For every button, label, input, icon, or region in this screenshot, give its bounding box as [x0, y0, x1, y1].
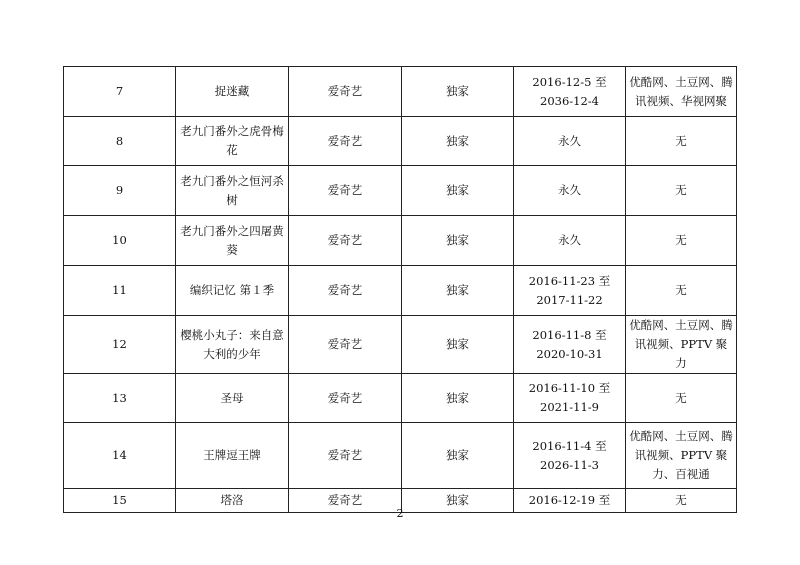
period-cell — [514, 316, 626, 374]
row-number: 15 — [64, 489, 176, 513]
license-table — [63, 66, 737, 513]
other-platforms-cell: 无 — [626, 216, 737, 266]
title-cell: 捉迷藏 — [176, 67, 289, 117]
row-number: 11 — [64, 266, 176, 316]
period-start: 2016-11-4 至 — [532, 438, 607, 453]
period-end: 2021-11-9 — [540, 400, 599, 414]
period-start: 2016-11-10 至 — [528, 381, 611, 395]
table-row — [64, 423, 737, 489]
row-number: 8 — [64, 117, 176, 166]
row-number: 13 — [64, 374, 176, 423]
period-end: 2036-12-4 — [540, 93, 599, 108]
page-number: 2 — [396, 507, 404, 520]
other-platforms-cell: 优酷网、土豆网、腾讯视频、华视网聚 — [626, 67, 737, 117]
period-end: 2017-11-22 — [536, 292, 603, 307]
platform-cell: 爱奇艺 — [289, 67, 402, 117]
other-platforms-cell: 无 — [626, 266, 737, 316]
table-row — [64, 216, 737, 266]
period-cell — [514, 266, 626, 316]
period-cell — [514, 374, 626, 423]
period-end: 2020-10-31 — [536, 346, 603, 361]
table-row — [64, 374, 737, 423]
period-start: 2016-11-8 至 — [532, 327, 607, 342]
platform-cell: 爱奇艺 — [289, 216, 402, 266]
platform-cell: 爱奇艺 — [289, 166, 402, 216]
period-cell — [514, 67, 626, 117]
title-cell: 樱桃小丸子：来自意大利的少年 — [176, 316, 289, 374]
table-row — [64, 316, 737, 374]
platform-cell: 爱奇艺 — [289, 316, 402, 374]
title-cell: 老九门番外之四屠黄葵 — [176, 216, 289, 266]
license-type-cell: 独家 — [402, 316, 514, 374]
other-platforms-cell: 无 — [626, 117, 737, 166]
title-cell: 老九门番外之虎骨梅花 — [176, 117, 289, 166]
period-cell: 永久 — [514, 117, 626, 166]
license-type-cell: 独家 — [402, 423, 514, 489]
other-platforms-cell: 优酷网、土豆网、腾讯视频、PPTV 聚力、百视通 — [626, 423, 737, 489]
platform-cell: 爱奇艺 — [289, 374, 402, 423]
row-number: 9 — [64, 166, 176, 216]
period-cell: 永久 — [514, 216, 626, 266]
row-number: 14 — [64, 423, 176, 489]
table-row — [64, 166, 737, 216]
platform-cell: 爱奇艺 — [289, 423, 402, 489]
license-type-cell: 独家 — [402, 166, 514, 216]
table-row — [64, 117, 737, 166]
title-cell: 王牌逗王牌 — [176, 423, 289, 489]
license-type-cell: 独家 — [402, 216, 514, 266]
row-number: 12 — [64, 316, 176, 374]
license-type-cell: 独家 — [402, 67, 514, 117]
row-number: 7 — [64, 67, 176, 117]
platform-cell: 爱奇艺 — [289, 489, 402, 513]
license-type-cell: 独家 — [402, 374, 514, 423]
row-number: 10 — [64, 216, 176, 266]
period-end: 2026-11-3 — [540, 457, 599, 472]
period-cell: 2016-12-19 至 — [514, 489, 626, 513]
license-type-cell: 独家 — [402, 117, 514, 166]
title-cell: 塔洛 — [176, 489, 289, 513]
other-platforms-cell: 无 — [626, 489, 737, 513]
period-start: 2016-12-5 至 — [532, 74, 607, 89]
other-platforms-cell: 无 — [626, 166, 737, 216]
other-platforms-cell: 无 — [626, 374, 737, 423]
period-cell — [514, 423, 626, 489]
title-cell: 编织记忆 第１季 — [176, 266, 289, 316]
other-platforms-cell: 优酷网、土豆网、腾讯视频、PPTV 聚力 — [626, 316, 737, 374]
title-cell: 老九门番外之恒河杀树 — [176, 166, 289, 216]
platform-cell: 爱奇艺 — [289, 117, 402, 166]
license-type-cell: 独家 — [402, 266, 514, 316]
period-start: 2016-11-23 至 — [528, 273, 611, 288]
table-row — [64, 266, 737, 316]
license-type-cell: 独家 — [402, 489, 514, 513]
platform-cell: 爱奇艺 — [289, 266, 402, 316]
period-cell: 永久 — [514, 166, 626, 216]
table-row — [64, 67, 737, 117]
title-cell: 圣母 — [176, 374, 289, 423]
